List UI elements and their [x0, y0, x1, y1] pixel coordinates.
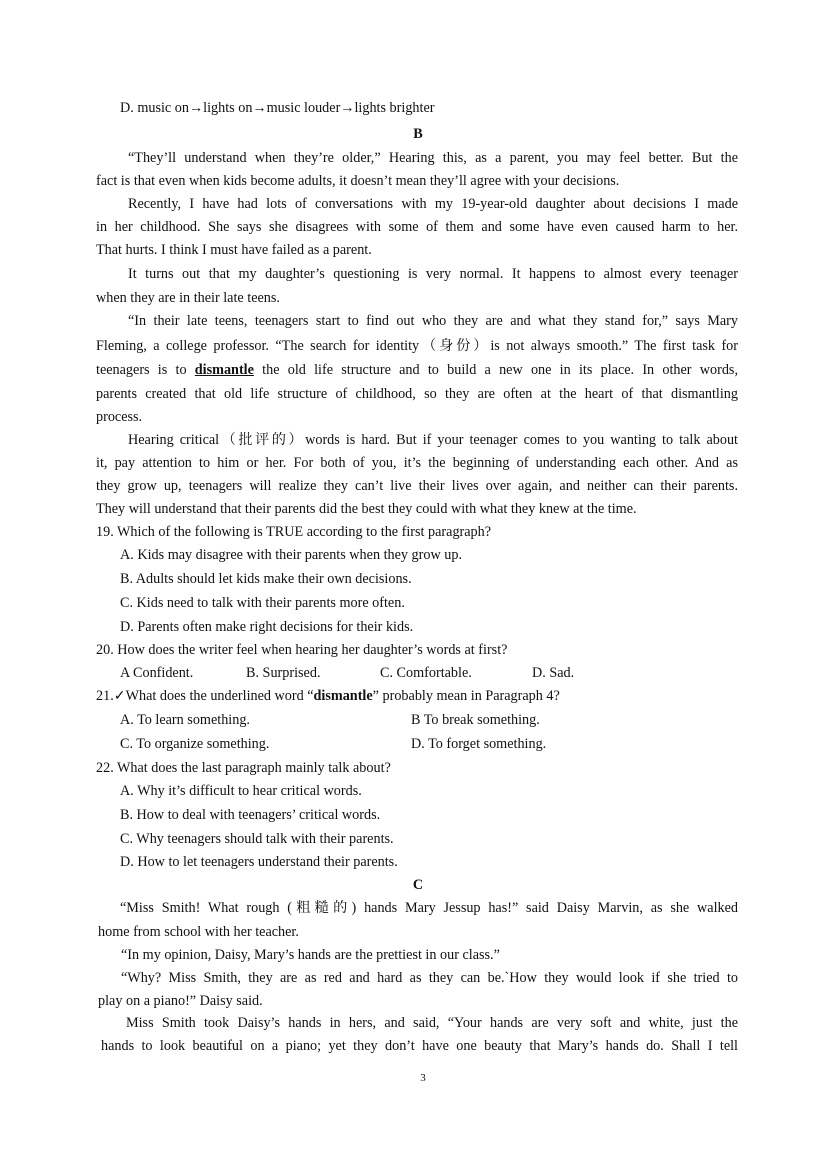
- question-22-stem: 22. What does the last paragraph mainly talk about?: [96, 760, 391, 776]
- question-20-option-a: A Confident.: [120, 665, 194, 681]
- passage-c-p3-line2: play on a piano!” Daisy said.: [98, 993, 263, 1009]
- passage-c-p2: “In my opinion, Daisy, Mary’s hands are the prettiest in our class.”: [121, 947, 500, 963]
- question-21-stem: [96, 686, 560, 706]
- question-22-option-b: B. How to deal with teenagers’ critical words.: [120, 807, 381, 823]
- passage-c-p4-line1: Miss Smith took Daisy’s hands in hers, and said, “Your hands are very soft and white, just the: [126, 1015, 738, 1031]
- passage-b-p4-line2: Fleming, a college professor. “The search for identity（身份）is not always smooth.” The first task for: [96, 338, 738, 354]
- p4-line3-text-before: teenagers is to: [96, 362, 195, 378]
- question-20-option-c: C. Comfortable.: [380, 665, 472, 681]
- question-20-option-b: B. Surprised.: [246, 665, 321, 681]
- question-20-stem: 20. How does the writer feel when hearing her daughter’s words at first?: [96, 642, 508, 658]
- q21-stem-after: ” probably mean in Paragraph 4?: [372, 688, 560, 704]
- question-22-option-a: A. Why it’s difficult to hear critical words.: [120, 783, 362, 799]
- underlined-word-dismantle: dismantle: [194, 362, 254, 378]
- question-21-option-c: C. To organize something.: [120, 736, 270, 752]
- passage-b-p2-line3: That hurts. I think I must have failed as a parent.: [96, 242, 372, 258]
- section-c-heading: C: [412, 877, 424, 893]
- q21-stem-word: dismantle: [313, 688, 373, 704]
- question-22-option-c: C. Why teenagers should talk with their parents.: [120, 831, 394, 847]
- question-19-option-c: C. Kids need to talk with their parents more often.: [120, 595, 405, 611]
- passage-b-p2-line2: in her childhood. She says she disagrees with some of them and some have even caused harm to her.: [96, 219, 738, 235]
- question-21-option-d: D. To forget something.: [411, 736, 547, 752]
- question-19-option-a: A. Kids may disagree with their parents when they grow up.: [120, 547, 462, 563]
- passage-b-p3-line2: when they are in their late teens.: [96, 290, 280, 306]
- passage-b-p4-line5: process.: [96, 409, 143, 425]
- question-19-option-b: B. Adults should let kids make their own decisions.: [120, 571, 412, 587]
- question-21-option-b: B To break something.: [411, 712, 540, 728]
- passage-b-p1-line2: fact is that even when kids become adults, it doesn’t mean they’ll agree with your decisions.: [96, 173, 620, 189]
- question-19-option-d: D. Parents often make right decisions for their kids.: [120, 619, 414, 635]
- question-19-stem: 19. Which of the following is TRUE according to the first paragraph?: [96, 524, 492, 540]
- q21-stem-before: 21.✓What does the underlined word “: [96, 688, 314, 704]
- passage-b-p4-line3: [96, 360, 738, 380]
- passage-b-p5-line4: They will understand that their parents did the best they could with what they knew at the time.: [96, 501, 637, 517]
- passage-b-p5-line1: Hearing critical（批评的）words is hard. But if your teenager comes to you wanting to talk about: [128, 432, 738, 448]
- passage-c-p1-line1: “Miss Smith! What rough (粗糙的) hands Mary Jessup has!” said Daisy Marvin, as she walked: [120, 900, 738, 916]
- passage-b-p4-line4: parents created that old life structure of childhood, so they are often at the heart of that dismantling: [96, 386, 738, 402]
- passage-c-p3-line1: “Why? Miss Smith, they are as red and hard as they can be.`How they would look if she tried to: [121, 970, 738, 986]
- passage-b-p5-line3: they grow up, teenagers will realize they can’t live their lives over again, and neither can their parents.: [96, 478, 738, 494]
- passage-b-p4-line1: “In their late teens, teenagers start to find out who they are and what they stand for,” says Mary: [128, 313, 738, 329]
- passage-b-p2-line1: Recently, I have had lots of conversations with my 19-year-old daughter about decisions I made: [128, 196, 738, 212]
- question-21-option-a: A. To learn something.: [120, 712, 250, 728]
- option-d-previous-question: D. music on→lights on→music louder→lights brighter: [120, 100, 435, 116]
- passage-b-p1-line1: “They’ll understand when they’re older,” Hearing this, as a parent, you may feel better. But the: [128, 150, 738, 166]
- question-20-option-d: D. Sad.: [532, 665, 575, 681]
- page-number: 3: [420, 1072, 426, 1084]
- section-b-heading: B: [413, 126, 423, 142]
- p4-line3-text-after: the old life structure and to build a new one in its place. In other words,: [253, 362, 739, 378]
- passage-c-p4-line2: hands to look beautiful on a piano; yet they don’t have one beauty that Mary’s hands do. Shall I tell: [101, 1038, 738, 1054]
- passage-b-p3-line1: It turns out that my daughter’s questioning is very normal. It happens to almost every teenager: [128, 266, 738, 282]
- passage-b-p5-line2: it, pay attention to him or her. For both of you, it’s the beginning of understanding each other. And as: [96, 455, 738, 471]
- passage-c-p1-line2: home from school with her teacher.: [98, 924, 299, 940]
- question-22-option-d: D. How to let teenagers understand their parents.: [120, 854, 398, 870]
